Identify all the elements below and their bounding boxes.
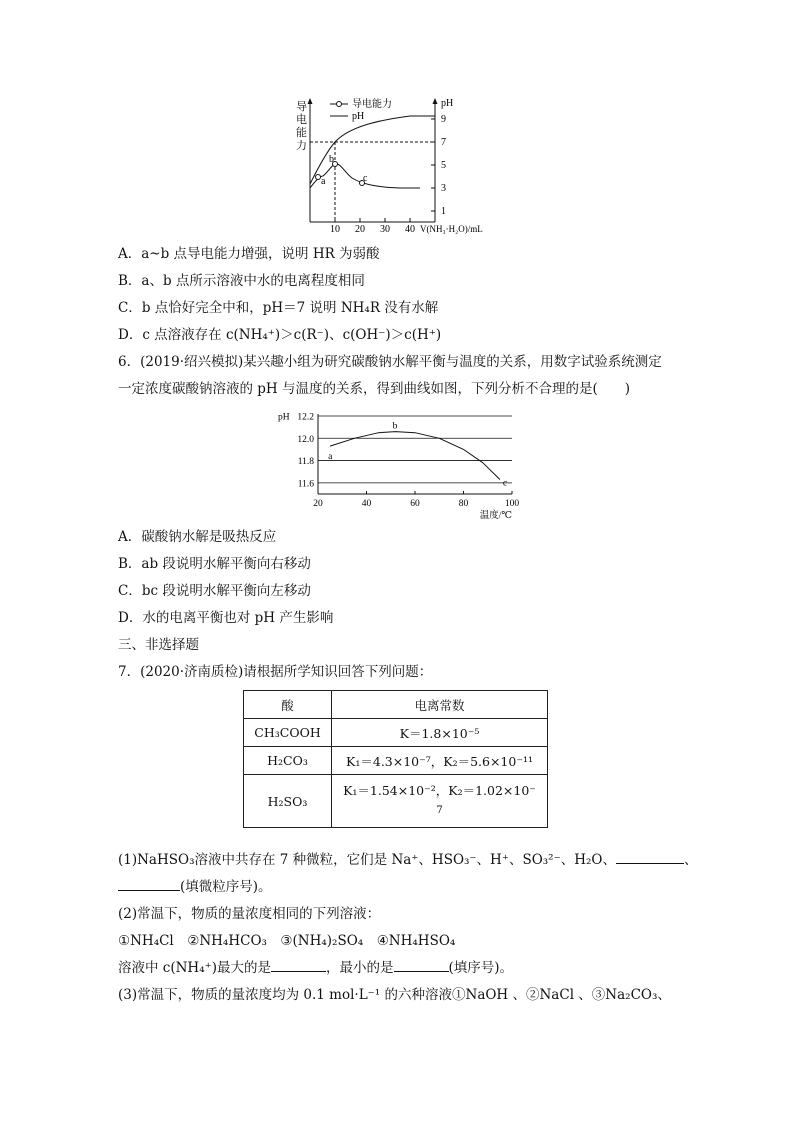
table-cell-acid: H₂CO₃	[244, 747, 332, 775]
q7-part1-line1	[118, 850, 697, 870]
q7-part1-suffix: (填微粒序号)。	[180, 879, 272, 895]
q6-chart	[272, 406, 522, 521]
q6-stem-line1: 6．(2019·绍兴模拟)某兴趣小组为研究碳酸钠水解平衡与温度的关系，用数字试验系统测定	[118, 354, 662, 370]
q5-point-label: b	[329, 154, 334, 165]
x-axis-label: 温度/℃	[479, 511, 512, 521]
q5-right-ylabel: pH	[441, 98, 454, 109]
table-header-row	[244, 691, 548, 719]
q5-legend-ph: pH	[352, 111, 365, 122]
q5-x-tick: 20	[355, 224, 365, 235]
q7-stem: 7．(2020·济南质检)请根据所学知识回答下列问题：	[118, 664, 433, 680]
q5-x-tick: 10	[330, 224, 340, 235]
q6-option-b: B．ab 段说明水解平衡向右移动	[118, 556, 311, 572]
q5-right-tick: 3	[441, 183, 446, 194]
q7-part3-line1: (3)常温下，物质的量浓度均为 0.1 mol·L⁻¹ 的六种溶液①NaOH 、②NaCl 、③Na₂CO₃、	[118, 987, 671, 1003]
table-cell-constant: K＝1.8×10⁻⁵	[332, 719, 548, 747]
table-cell-acid: CH₃COOH	[244, 719, 332, 747]
point-label: c	[502, 478, 508, 489]
x-tick-label: 80	[458, 499, 469, 509]
point-label: b	[392, 421, 398, 432]
q5-left-ylabel-stack: 导电能力	[296, 100, 307, 152]
table-cell-acid: H₂SO₃	[244, 775, 332, 828]
q7-part2-text-a: 溶液中 c(NH₄⁺)最大的是	[118, 960, 272, 976]
table-cell-constant: K₁＝4.3×10⁻⁷，K₂＝5.6×10⁻¹¹	[332, 747, 548, 775]
q5-xlabel: V(NH₃·H₂O)/mL	[420, 224, 483, 234]
answer-blank-1[interactable]	[616, 850, 684, 864]
ionization-constant-table	[243, 690, 548, 828]
y-tick-label: 11.8	[297, 457, 314, 468]
y-tick-label: 11.6	[297, 479, 314, 490]
answer-blank-3[interactable]	[271, 958, 326, 972]
q7-part2-line2: ①NH₄Cl ②NH₄HCO₃ ③(NH₄)₂SO₄ ④NH₄HSO₄	[118, 933, 456, 949]
y-tick-label: 12.2	[297, 412, 314, 423]
q7-part2-text-b: ，最小的是	[326, 960, 394, 976]
table-row	[244, 747, 548, 775]
table-row	[244, 719, 548, 747]
q6-option-a: A．碳酸钠水解是吸热反应	[118, 529, 277, 545]
q6-option-d: D．水的电离平衡也对 pH 产生影响	[118, 610, 334, 626]
q5-option-b: B．a、b 点所示溶液中水的电离程度相同	[118, 273, 365, 289]
q5-point-label: a	[321, 176, 326, 187]
y-axis-label: pH	[278, 412, 290, 423]
table-row	[244, 775, 548, 828]
q7-part1-text: (1)NaHSO₃溶液中共存在 7 种微粒，它们是 Na⁺、HSO₃⁻、H⁺、SO₃²⁻、H₂O、	[118, 852, 616, 868]
x-tick-label: 100	[504, 499, 520, 509]
table-header-acid: 酸	[244, 691, 332, 719]
q7-part1-line2	[118, 877, 272, 897]
q5-x-tick: 40	[405, 224, 415, 235]
q5-option-a: A．a~b 点导电能力增强，说明 HR 为弱酸	[118, 246, 380, 262]
q5-legend-conductivity: 导电能力	[352, 99, 392, 110]
q5-ph-curve	[310, 116, 435, 184]
point-label: a	[328, 452, 333, 463]
q5-chart	[290, 92, 505, 237]
q7-part2-line3	[118, 958, 513, 978]
q5-right-tick: 7	[441, 137, 446, 148]
q6-stem-line2: 一定浓度碳酸钠溶液的 pH 与温度的关系，得到曲线如图，下列分析不合理的是( )	[118, 381, 631, 397]
answer-blank-4[interactable]	[394, 958, 449, 972]
x-tick-label: 40	[361, 499, 372, 509]
q5-option-d: D．c 点溶液存在 c(NH₄⁺)＞c(R⁻)、c(OH⁻)＞c(H⁺)	[118, 327, 442, 343]
x-tick-label: 60	[410, 499, 420, 509]
q5-x-tick: 30	[380, 224, 390, 235]
q5-point-label: c	[363, 173, 368, 184]
table-header-constant: 电离常数	[332, 691, 548, 719]
answer-blank-2[interactable]	[118, 877, 180, 891]
q5-right-tick: 5	[441, 160, 446, 171]
series-line	[330, 432, 500, 480]
q6-option-c: C．bc 段说明水解平衡向左移动	[118, 583, 311, 599]
q5-right-tick: 1	[441, 206, 446, 217]
q5-option-c: C．b 点恰好完全中和，pH＝7 说明 NH₄R 没有水解	[118, 300, 439, 316]
q7-part2-line1: (2)常温下，物质的量浓度相同的下列溶液：	[118, 906, 381, 922]
y-tick-label: 12.0	[297, 434, 314, 445]
table-cell-constant	[332, 775, 548, 828]
table-cell-constant-main: K₁＝1.54×10⁻²，K₂＝1.02×10⁻	[343, 783, 536, 798]
section-heading: 三、非选择题	[118, 637, 199, 653]
q7-part2-text-c: (填序号)。	[448, 960, 514, 976]
q5-right-tick: 9	[441, 114, 446, 125]
x-tick-label: 20	[313, 499, 323, 509]
table-cell-constant-wrap: 7	[436, 805, 443, 816]
q7-part1-sep: 、	[683, 852, 698, 868]
